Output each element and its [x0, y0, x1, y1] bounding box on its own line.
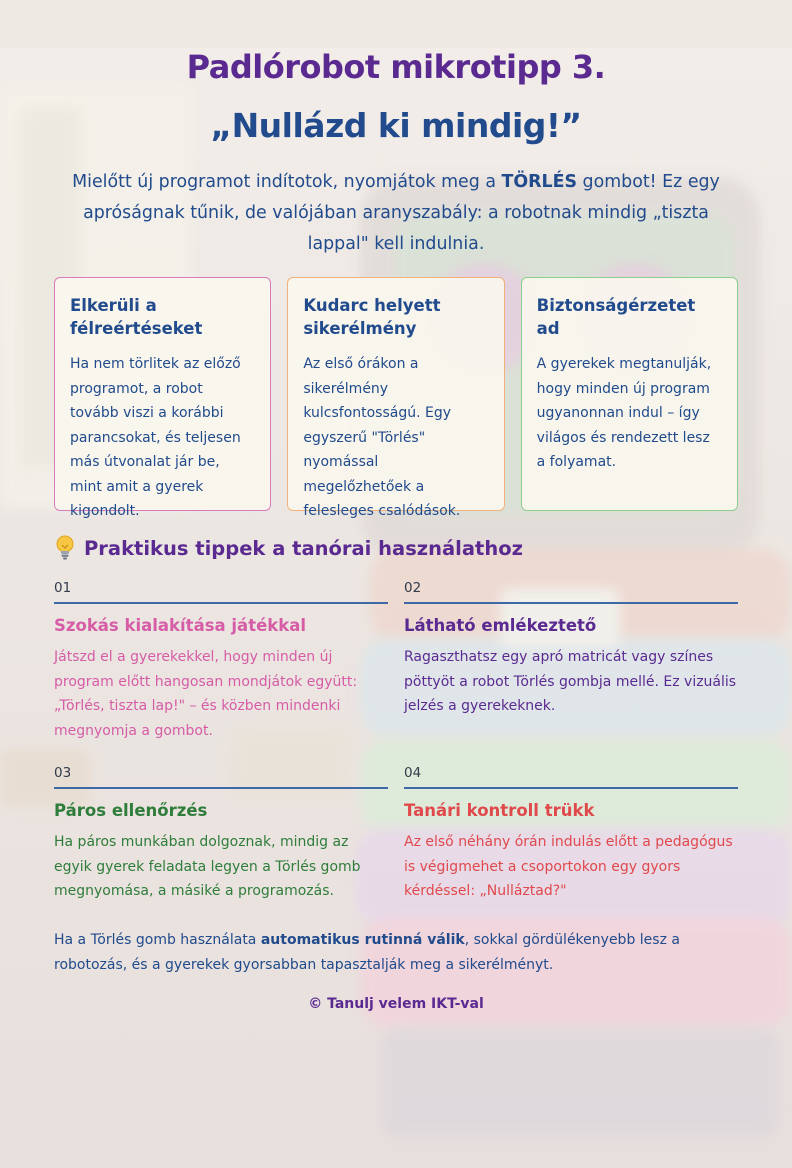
lightbulb-icon [54, 535, 76, 561]
outro-text-2: , sokkal gördülékenyebb lesz a robotozás, és a gyerekek gyorsabban tapasztalják meg a sikerélményt. [54, 931, 680, 973]
tips-section-title: Praktikus tippek a tanórai használathoz [84, 536, 523, 560]
outro-paragraph [54, 928, 738, 978]
tip-text: Ragaszthatsz egy apró matricát vagy színes pöttyöt a robot Törlés gombja mellé. Ez vizuális jelzés a gyerekeknek. [404, 649, 737, 714]
tip-number: 02 [404, 580, 738, 604]
tip-title: Páros ellenőrzés [54, 801, 208, 820]
tip-number: 04 [404, 765, 738, 789]
intro-bold: TÖRLÉS [501, 172, 578, 192]
outro-text-1: Ha a Törlés gomb használata [54, 931, 261, 948]
card-text: Az első órákon a sikerélmény kulcsfontosságú. Egy egyszerű "Törlés" nyomással megelőzhetőek a felesleges csalódások. [303, 356, 461, 519]
tip-number: 03 [54, 765, 388, 789]
benefit-card-success [287, 277, 504, 519]
outro-bold: automatikus rutinná válik [260, 931, 465, 948]
document-page [0, 48, 792, 1012]
tip-number: 01 [54, 580, 388, 604]
tips-section-heading [54, 535, 738, 561]
page-subtitle: „Nullázd ki mindig!” [210, 106, 582, 145]
tip-title: Tanári kontroll trükk [404, 801, 595, 820]
tip-title: Látható emlékeztető [404, 616, 597, 635]
tip-text: Az első néhány órán indulás előtt a pedagógus is végigmehet a csoportokon egy gyors kérdéssel: „Nulláztad?" [404, 834, 733, 899]
tip-text: Ha páros munkában dolgoznak, mindig az egyik gyerek feladata legyen a Törlés gomb megnyomása, a másiké a programozás. [54, 834, 361, 899]
page-title: Padlórobot mikrotipp 3. [186, 48, 606, 86]
tip-item [54, 765, 388, 904]
tip-item [404, 765, 738, 904]
benefit-card-misunderstandings [54, 277, 271, 519]
card-text: Ha nem törlitek az előző programot, a robot tovább viszi a korábbi parancsokat, és teljesen más útvonalat jár be, mint amit a gyerek kigondolt. [70, 356, 241, 519]
card-title: Kudarc helyett sikerélmény [303, 296, 441, 338]
benefit-cards [54, 277, 738, 519]
tip-item [54, 580, 388, 743]
tip-item [404, 580, 738, 743]
tips-grid [54, 580, 738, 904]
card-title: Elkerüli a félreértéseket [70, 296, 203, 338]
tip-title: Szokás kialakítása játékkal [54, 616, 307, 635]
copyright-footer: © Tanulj velem IKT-val [308, 995, 484, 1012]
card-title: Biztonságérzetet ad [536, 296, 696, 338]
card-text: A gyerekek megtanulják, hogy minden új program ugyanonnan indul – így világos és rendezett lesz a folyamat. [536, 356, 712, 470]
intro-text-1: Mielőtt új programot indítotok, nyomjátok meg a [72, 172, 502, 192]
intro-text-2: gombot! Ez egy apróságnak tűnik, de valójában aranyszabály: a robotnak mindig „tiszta lappal" kell indulnia. [83, 172, 720, 254]
benefit-card-security [521, 277, 738, 511]
intro-paragraph [54, 167, 738, 260]
tip-text: Játszd el a gyerekekkel, hogy minden új program előtt hangosan mondjátok együtt: „Törlés, tiszta lap!" – és közben mindenki megnyomja a gombot. [54, 649, 358, 739]
